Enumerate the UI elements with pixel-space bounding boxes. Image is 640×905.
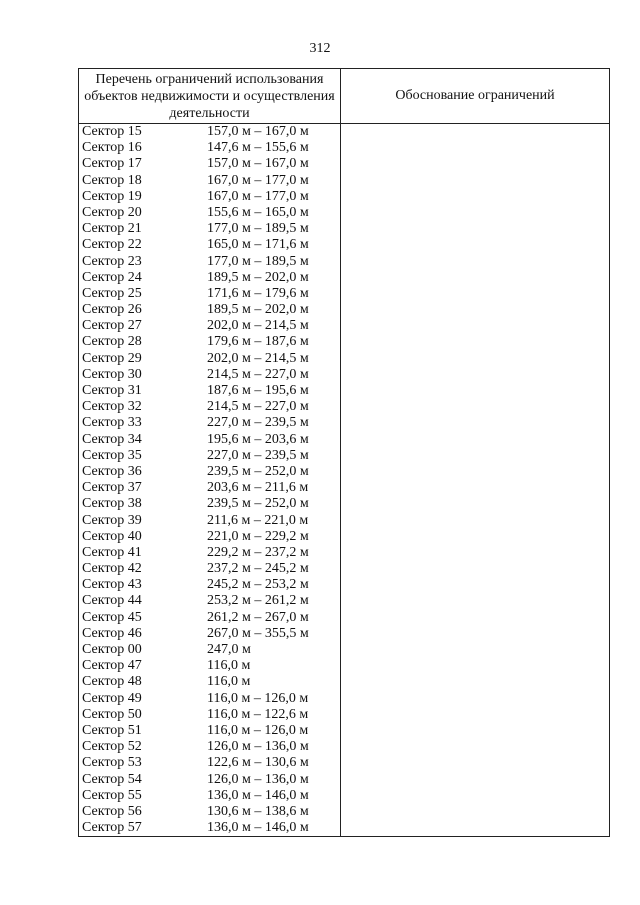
sector-name: Сектор 40 xyxy=(82,528,142,544)
sector-name: Сектор 50 xyxy=(82,706,142,722)
sector-name: Сектор 42 xyxy=(82,561,142,577)
sector-name: Сектор 41 xyxy=(82,544,142,560)
sector-name: Сектор 45 xyxy=(82,609,142,625)
height-range: 136,0 м – 146,0 м xyxy=(207,820,309,836)
sector-list xyxy=(79,124,340,836)
sector-name: Сектор 23 xyxy=(82,253,142,269)
height-range: 116,0 м xyxy=(207,674,251,690)
sector-list-cell xyxy=(79,124,341,837)
height-range: 189,5 м – 202,0 м xyxy=(207,302,309,318)
list-item xyxy=(79,156,340,172)
list-item xyxy=(79,723,340,739)
sector-name: Сектор 16 xyxy=(82,140,142,156)
page-number: 312 xyxy=(309,41,331,56)
list-item xyxy=(79,545,340,561)
sector-name: Сектор 47 xyxy=(82,658,142,674)
height-range: 261,2 м – 267,0 м xyxy=(207,609,309,625)
sector-name: Сектор 39 xyxy=(82,512,142,528)
sector-name: Сектор 48 xyxy=(82,674,142,690)
list-item xyxy=(79,820,340,836)
height-range: 211,6 м – 221,0 м xyxy=(207,512,309,528)
height-range: 229,2 м – 237,2 м xyxy=(207,544,309,560)
sector-name: Сектор 15 xyxy=(82,124,142,139)
height-range: 122,6 м – 130,6 м xyxy=(207,755,309,771)
list-item xyxy=(79,513,340,529)
sector-name: Сектор 25 xyxy=(82,285,142,301)
sector-name: Сектор 44 xyxy=(82,593,142,609)
height-range: 227,0 м – 239,5 м xyxy=(207,447,309,463)
list-item xyxy=(79,432,340,448)
height-range: 167,0 м – 177,0 м xyxy=(207,172,309,188)
list-item xyxy=(79,529,340,545)
height-range: 116,0 м xyxy=(207,658,251,674)
height-range: 167,0 м – 177,0 м xyxy=(207,188,309,204)
height-range: 147,6 м – 155,6 м xyxy=(207,140,309,156)
sector-name: Сектор 49 xyxy=(82,690,142,706)
height-range: 239,5 м – 252,0 м xyxy=(207,463,309,479)
height-range: 227,0 м – 239,5 м xyxy=(207,415,309,431)
table-header-row xyxy=(79,69,610,124)
sector-name: Сектор 53 xyxy=(82,755,142,771)
justification-cell xyxy=(341,124,610,837)
sector-name: Сектор 29 xyxy=(82,350,142,366)
list-item xyxy=(79,205,340,221)
height-range: 179,6 м – 187,6 м xyxy=(207,334,309,350)
list-item xyxy=(79,173,340,189)
height-range: 126,0 м – 136,0 м xyxy=(207,771,309,787)
height-range: 165,0 м – 171,6 м xyxy=(207,237,309,253)
sector-name: Сектор 54 xyxy=(82,771,142,787)
height-range: 267,0 м – 355,5 м xyxy=(207,625,309,641)
list-item xyxy=(79,189,340,205)
sector-name: Сектор 35 xyxy=(82,447,142,463)
list-item xyxy=(79,561,340,577)
sector-name: Сектор 20 xyxy=(82,204,142,220)
list-item xyxy=(79,221,340,237)
sector-name: Сектор 19 xyxy=(82,188,142,204)
list-item xyxy=(79,593,340,609)
sector-name: Сектор 22 xyxy=(82,237,142,253)
height-range: 195,6 м – 203,6 м xyxy=(207,431,309,447)
sector-name: Сектор 28 xyxy=(82,334,142,350)
sector-name: Сектор 38 xyxy=(82,496,142,512)
height-range: 136,0 м – 146,0 м xyxy=(207,787,309,803)
sector-name: Сектор 26 xyxy=(82,302,142,318)
list-item xyxy=(79,610,340,626)
sector-name: Сектор 37 xyxy=(82,480,142,496)
height-range: 214,5 м – 227,0 м xyxy=(207,399,309,415)
height-range: 116,0 м – 122,6 м xyxy=(207,706,309,722)
list-item xyxy=(79,658,340,674)
sector-name: Сектор 33 xyxy=(82,415,142,431)
height-range: 187,6 м – 195,6 м xyxy=(207,383,309,398)
height-range: 177,0 м – 189,5 м xyxy=(207,221,309,237)
list-item xyxy=(79,270,340,286)
sector-name: Сектор 17 xyxy=(82,156,142,172)
height-range: 116,0 м – 126,0 м xyxy=(207,722,309,738)
height-range: 253,2 м – 261,2 м xyxy=(207,593,309,609)
sector-name: Сектор 31 xyxy=(82,383,142,398)
header-restrictions-list: Перечень ограничений использования объектов недвижимости и осуществления деятельности xyxy=(79,69,341,124)
table-body-row xyxy=(79,124,610,837)
sector-name: Сектор 32 xyxy=(82,399,142,415)
sector-name: Сектор 34 xyxy=(82,431,142,447)
height-range: 126,0 м – 136,0 м xyxy=(207,739,309,755)
sector-name: Сектор 24 xyxy=(82,269,142,285)
list-item xyxy=(79,334,340,350)
height-range: 157,0 м – 167,0 м xyxy=(207,124,309,139)
height-range: 155,6 м – 165,0 м xyxy=(207,204,309,220)
list-item xyxy=(79,448,340,464)
list-item xyxy=(79,399,340,415)
height-range: 171,6 м – 179,6 м xyxy=(207,285,309,301)
sector-name: Сектор 55 xyxy=(82,787,142,803)
height-range: 203,6 м – 211,6 м xyxy=(207,480,309,496)
list-item xyxy=(79,480,340,496)
list-item xyxy=(79,577,340,593)
list-item xyxy=(79,496,340,512)
list-item xyxy=(79,772,340,788)
list-item xyxy=(79,124,340,140)
list-item xyxy=(79,254,340,270)
height-range: 245,2 м – 253,2 м xyxy=(207,577,309,593)
height-range: 214,5 м – 227,0 м xyxy=(207,366,309,382)
sector-name: Сектор 18 xyxy=(82,172,142,188)
height-range: 202,0 м – 214,5 м xyxy=(207,318,309,334)
list-item xyxy=(79,415,340,431)
restrictions-table xyxy=(78,68,610,837)
list-item xyxy=(79,302,340,318)
list-item xyxy=(79,318,340,334)
list-item xyxy=(79,367,340,383)
sector-name: Сектор 43 xyxy=(82,577,142,593)
list-item xyxy=(79,755,340,771)
height-range: 189,5 м – 202,0 м xyxy=(207,269,309,285)
list-item xyxy=(79,691,340,707)
height-range: 116,0 м – 126,0 м xyxy=(207,690,309,706)
list-item xyxy=(79,286,340,302)
height-range: 157,0 м – 167,0 м xyxy=(207,156,309,172)
sector-name: Сектор 52 xyxy=(82,739,142,755)
sector-name: Сектор 00 xyxy=(82,642,142,657)
list-item xyxy=(79,464,340,480)
list-item xyxy=(79,383,340,399)
list-item xyxy=(79,788,340,804)
list-item xyxy=(79,351,340,367)
header-justification: Обоснование ограничений xyxy=(341,69,610,124)
sector-name: Сектор 30 xyxy=(82,366,142,382)
sector-name: Сектор 46 xyxy=(82,625,142,641)
list-item xyxy=(79,642,340,658)
height-range: 221,0 м – 229,2 м xyxy=(207,528,309,544)
height-range: 202,0 м – 214,5 м xyxy=(207,350,309,366)
list-item xyxy=(79,626,340,642)
list-item xyxy=(79,707,340,723)
sector-name: Сектор 51 xyxy=(82,722,142,738)
height-range: 237,2 м – 245,2 м xyxy=(207,561,309,577)
height-range: 239,5 м – 252,0 м xyxy=(207,496,309,512)
list-item xyxy=(79,804,340,820)
height-range: 247,0 м xyxy=(207,642,251,657)
list-item xyxy=(79,674,340,690)
sector-name: Сектор 36 xyxy=(82,463,142,479)
sector-name: Сектор 27 xyxy=(82,318,142,334)
list-item xyxy=(79,140,340,156)
list-item xyxy=(79,237,340,253)
sector-name: Сектор 21 xyxy=(82,221,142,237)
sector-name: Сектор 56 xyxy=(82,803,142,819)
height-range: 177,0 м – 189,5 м xyxy=(207,253,309,269)
height-range: 130,6 м – 138,6 м xyxy=(207,803,309,819)
sector-name: Сектор 57 xyxy=(82,820,142,836)
list-item xyxy=(79,739,340,755)
